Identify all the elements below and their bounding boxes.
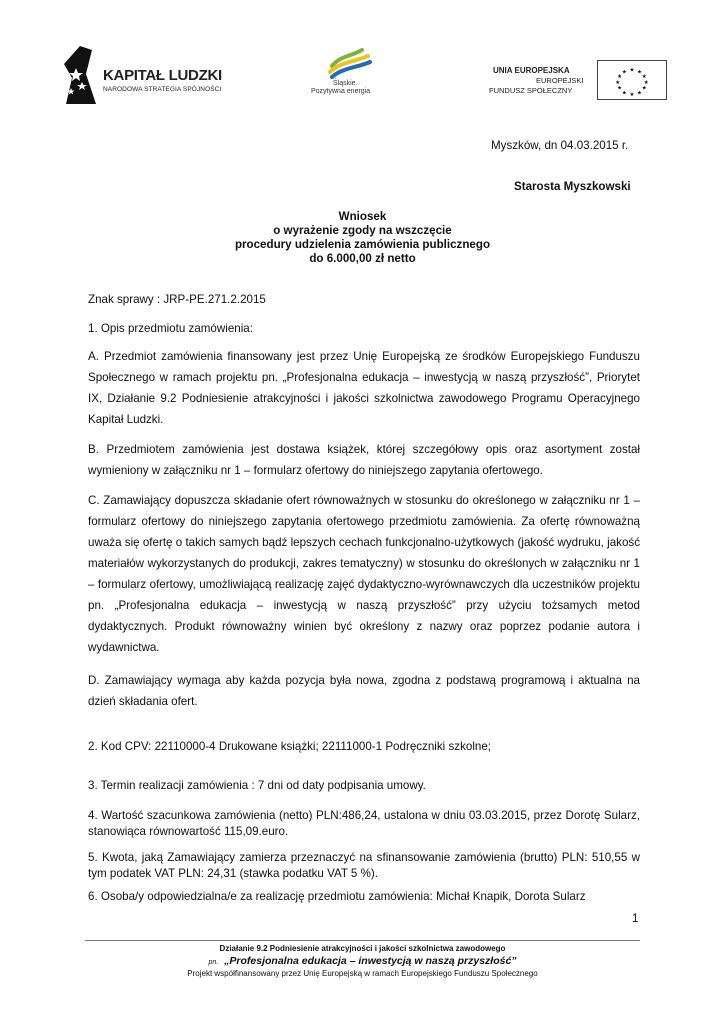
delivery-term: 3. Termin realizacji zamówienia : 7 dni od daty podpisania umowy.: [88, 779, 426, 792]
eu-fund-label-2: FUNDUSZ SPOŁECZNY: [489, 86, 573, 95]
responsible-persons: 6. Osoba/y odpowiedzialna/e za realizację przedmiotu zamówienia: Michał Knapik, Dorota Sularz: [88, 890, 586, 903]
kapital-ludzki-subtitle: NARODOWA STRATEGIA SPÓJNOŚCI: [103, 86, 222, 93]
svg-text:★: ★: [641, 85, 647, 92]
footer-divider: [85, 940, 640, 941]
svg-text:★: ★: [643, 79, 649, 86]
svg-text:★: ★: [637, 69, 643, 76]
svg-text:★: ★: [621, 69, 627, 76]
kapital-ludzki-title: KAPITAŁ LUDZKI: [103, 67, 222, 84]
recipient: Starosta Myszkowski: [514, 180, 631, 193]
eu-fund-label-1: EUROPEJSKI: [536, 76, 584, 85]
document-title: [0, 210, 725, 266]
title-line: Wniosek: [338, 210, 387, 223]
footer-measure: Działanie 9.2 Podniesienie atrakcyjności i jakości szkolnictwa zawodowego: [219, 944, 506, 953]
cpv-code: 2. Kod CPV: 22110000-4 Drukowane książki; 22111000-1 Podręczniki szkolne;: [88, 740, 492, 753]
place-date: Myszków, dn 04.03.2015 r.: [491, 139, 629, 152]
paragraph-c: C. Zamawiający dopuszcza składanie ofert równoważnych w stosunku do określonego w załączniku nr 1 – formularz ofertowy do niniejszego zapytania ofertowego przedmiotu zamówienia. Za ofertę równoważną uważa się ofertę o takich samych bądź lepszych cechach funkcjonalno-użytkowych (jakość wydruku, jakość materiałów wykorzystanych do produkcji, zakres tematyczny) w stosunku do określonych w załączniku nr 1 – formularz ofertowy, umożliwiającą realizację zajęć dydaktyczno-wyrównawczych dla uczestników projektu pn. „Profesjonalna edukacja – inwestycją w naszą przyszłość” przy użyciu tożsamych metod dydaktycznych. Produkt równoważny winien być określony z nazwy oraz poprzez podanie autora i wydawnictwa.: [88, 494, 640, 654]
slaskie-name: Śląskie.: [333, 80, 358, 87]
footer-project-name: [0, 955, 725, 967]
slaskie-waves-icon: [330, 50, 370, 77]
svg-text:★: ★: [637, 90, 643, 97]
kapital-ludzki-emblem-icon: [64, 46, 96, 104]
footer-project-title: „Profesjonalna edukacja – inwestycją w naszą przyszłość”: [224, 955, 517, 967]
case-number: Znak sprawy : JRP-PE.271.2.2015: [88, 293, 266, 306]
paragraph-b: B. Przedmiotem zamówienia jest dostawa książek, której szczegółowy opis oraz asortyment został wymieniony w załączniku nr 1 – formularz ofertowy do niniejszego zapytania ofertowego.: [88, 443, 640, 477]
section-heading: 1. Opis przedmiotu zamówienia:: [88, 322, 253, 335]
slaskie-tagline: Pozytywna energia: [311, 88, 371, 95]
eu-union-label: UNIA EUROPEJSKA: [493, 66, 570, 75]
footer-prefix: pn.: [208, 959, 219, 966]
svg-text:★: ★: [629, 67, 635, 74]
svg-text:★: ★: [615, 79, 621, 86]
estimated-value: 4. Wartość szacunkowa zamówienia (netto) PLN:486,24, ustalona w dniu 03.03.2015, przez Dorotę Sularz, stanowiąca równowartość 115,09.euro.: [88, 809, 640, 838]
eu-flag-icon: [597, 60, 667, 100]
paragraph-a: A. Przedmiot zamówienia finansowany jest przez Unię Europejską ze środków Europejskiego Funduszu Społecznego w ramach projektu pn. „Profesjonalna edukacja – inwestycją w naszą przyszłość”, Priorytet IX, Działanie 9.2 Podniesienie atrakcyjności i jakości szkolnictwa zawodowego Programu Operacyjnego Kapitał Ludzki.: [88, 350, 640, 426]
svg-text:★: ★: [617, 74, 623, 81]
title-line: do 6.000,00 zł netto: [309, 252, 416, 265]
page-number: 1: [632, 912, 639, 925]
title-line: procedury udzielenia zamówienia publicznego: [234, 238, 491, 251]
paragraph-d: D. Zamawiający wymaga aby każda pozycja była nowa, zgodna z podstawą programową i aktualna na dzień składania ofert.: [88, 674, 640, 708]
title-line: o wyrażenie zgody na wszczęcie: [273, 224, 452, 237]
svg-text:★: ★: [641, 74, 647, 81]
footer-cofinancing: Projekt współfinansowany przez Unię Europejską w ramach Europejskiego Funduszu Społecznego: [187, 969, 538, 978]
funding-amount: 5. Kwota, jaką Zamawiający zamierza przeznaczyć na sfinansowanie zamówienia (brutto) PLN: 510,55 w tym podatek VAT PLN: 24,31 (stawka podatku VAT 5 %).: [88, 851, 640, 880]
svg-text:★: ★: [629, 92, 635, 99]
svg-text:★: ★: [617, 85, 623, 92]
svg-text:★: ★: [621, 90, 627, 97]
